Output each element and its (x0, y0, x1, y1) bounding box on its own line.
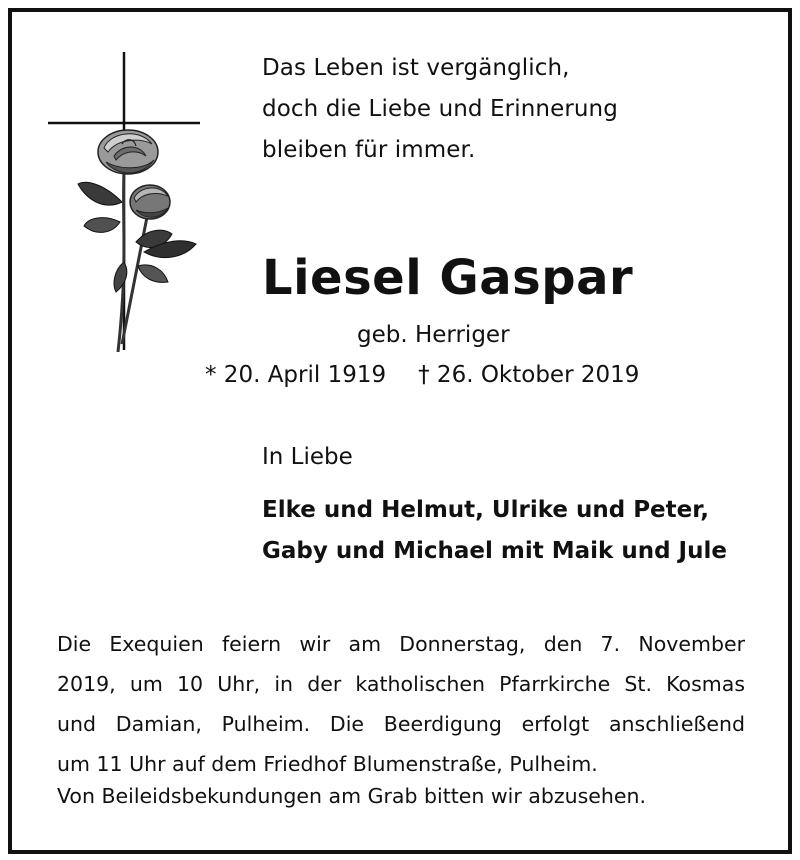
motto (262, 48, 618, 171)
condolence-note: Von Beileidsbekundungen am Grab bitten wir abzusehen. (57, 784, 647, 808)
service-line: und Damian, Pulheim. Die Beerdigung erfolgt anschließend (57, 712, 745, 736)
service-details (57, 624, 745, 784)
maiden-name: geb. Herriger (357, 322, 510, 348)
deceased-name: Liesel Gaspar (262, 250, 634, 306)
service-line: Die Exequien feiern wir am Donnerstag, den 7. November (57, 632, 745, 656)
birth-date: * 20. April 1919 (205, 362, 387, 388)
service-line: um 11 Uhr auf dem Friedhof Blumenstraße, Pulheim. (57, 752, 598, 776)
motto-line: Das Leben ist vergänglich, (262, 55, 570, 81)
cross-with-roses-icon (44, 52, 204, 352)
life-dates (205, 362, 639, 388)
mourners-line: Gaby und Michael mit Maik und Jule (262, 538, 727, 564)
mourners-line: Elke und Helmut, Ulrike und Peter, (262, 497, 709, 523)
mourners-intro: In Liebe (262, 444, 353, 470)
mourners-list (262, 490, 727, 572)
motto-line: doch die Liebe und Erinnerung (262, 96, 618, 122)
service-line: 2019, um 10 Uhr, in der katholischen Pfarrkirche St. Kosmas (57, 672, 745, 696)
death-date: † 26. Oktober 2019 (418, 362, 640, 388)
motto-line: bleiben für immer. (262, 137, 476, 163)
